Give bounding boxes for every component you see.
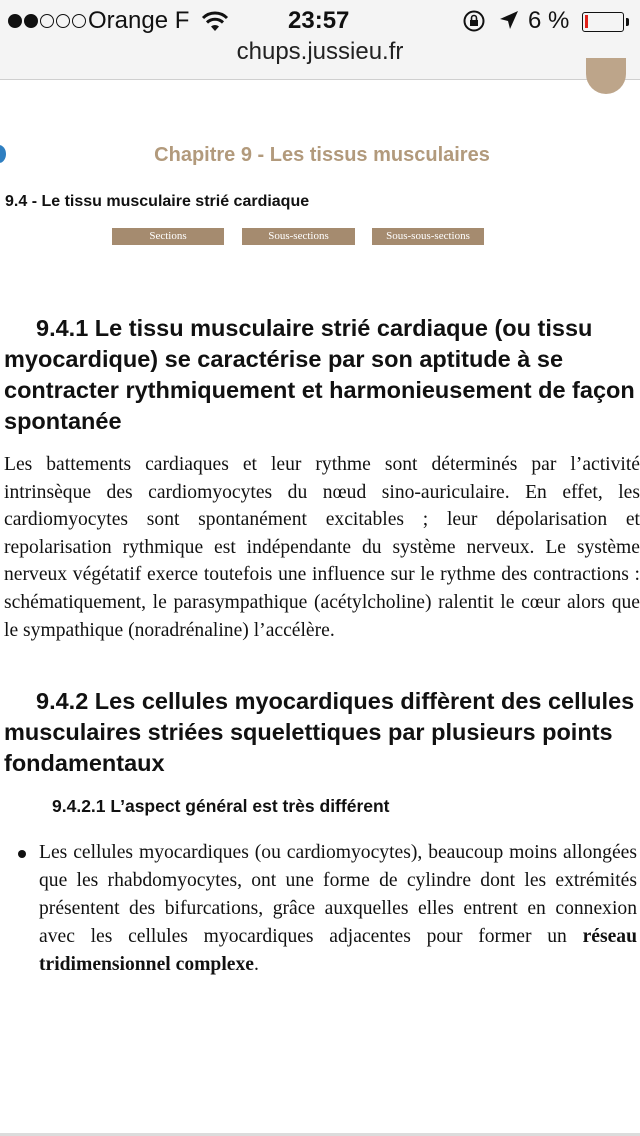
list-item [39,839,637,979]
section-title: 9.4 - Le tissu musculaire strié cardiaque [5,193,310,210]
status-bar [0,6,640,40]
heading-9-4-2-1: 9.4.2.1 L’aspect général est très différent [52,796,390,816]
carrier-name: Orange F [88,7,190,34]
heading-9-4-1: 9.4.1 Le tissu musculaire strié cardiaque (ou tissu myocardique) se caractérise par son aptitude à se contracter rythmiquement et harmonieusement de façon spontanée [4,315,635,434]
wifi-icon [201,9,229,33]
signal-dot [40,14,54,28]
list-item-end: . [253,954,259,975]
signal-strength-indicator [8,9,86,33]
clock: 23:57 [288,7,350,34]
list-item-text: Les cellules myocardiques (ou cardiomyocytes), beaucoup moins allongées que les rhabdomyocytes, ont une forme de cylindre dont les extrémités présentent des bifurcations, grâce auxquelles elles entrent en connexion avec les cellules myocardiques adjacentes pour former un [39,842,637,947]
top-bar [0,0,640,80]
address-bar[interactable]: chups.jussieu.fr [236,38,404,65]
battery-level-fill [585,15,588,28]
signal-dot [56,14,70,28]
battery-terminal [626,18,629,26]
subsubsections-button[interactable]: Sous-sous-sections [372,228,484,245]
location-arrow-icon [498,9,520,31]
signal-dot [8,14,22,28]
paragraph-9-4-1: Les battements cardiaques et leur rythme sont déterminés par l’activité intrinsèque des cardiomyocytes du nœud sino-auriculaire. En effet, les cardiomyocytes sont spontanément excitables ; leur dépolarisation et repolarisation rythmique est indépendante du système nerveux. Le système nerveux végétatif exerce toutefois une influence sur le rythme des contractions : schématiquement, le parasympathique (acétylcholine) ralentit le cœur alors que le sympathique (noradrénaline) l’accélère. [4,454,640,641]
signal-dot [24,14,38,28]
sections-button[interactable]: Sections [112,228,224,245]
heading-9-4-2: 9.4.2 Les cellules myocardiques diffèrent des cellules musculaires striées squelettiques par plusieurs points fondamentaux [4,688,635,776]
bullet-icon [18,850,26,858]
list-item-bold: réseau tridimensionnel complexe [39,926,637,975]
battery-percentage: 6 % [528,7,570,34]
battery-icon [582,12,624,32]
signal-dot [72,14,86,28]
rotation-lock-icon [462,9,486,33]
subsections-button[interactable]: Sous-sections [242,228,355,245]
chapter-title: Chapitre 9 - Les tissus musculaires [154,144,490,166]
scroll-top-button[interactable] [586,58,626,94]
